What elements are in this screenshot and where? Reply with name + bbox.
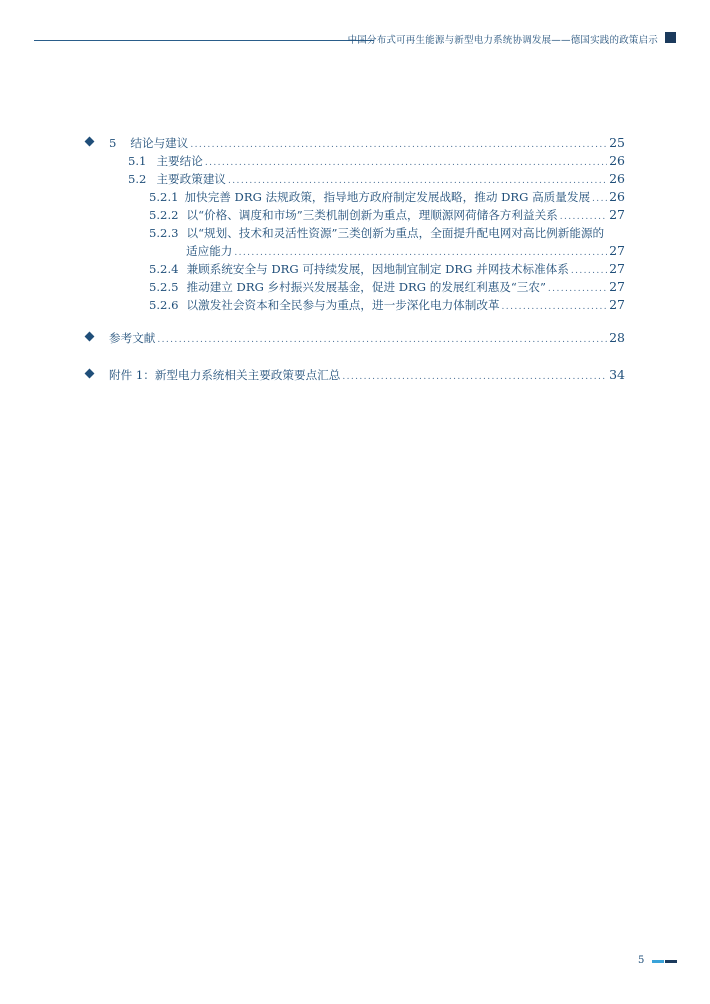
toc-label: 加快完善 DRG 法规政策，指导地方政府制定发展战略，推动 DRG 高质量发展 bbox=[184, 190, 591, 204]
toc-number: 5.2.4 bbox=[149, 262, 179, 276]
diamond-bullet-icon bbox=[85, 137, 95, 147]
toc-entry-5-2-6[interactable] bbox=[149, 297, 625, 313]
toc-leader bbox=[157, 335, 607, 345]
toc-leader bbox=[234, 248, 607, 258]
toc-entry-5-2-5[interactable] bbox=[149, 279, 625, 295]
toc-number: 5.1 bbox=[128, 154, 147, 168]
diamond-bullet-icon bbox=[85, 369, 95, 379]
header-block-icon bbox=[665, 32, 676, 43]
toc-number: 5.2.2 bbox=[149, 208, 179, 222]
toc-page: 28 bbox=[609, 330, 625, 345]
toc-entry-5-2-1[interactable] bbox=[149, 189, 625, 205]
toc-page: 27 bbox=[609, 261, 625, 276]
toc-entry-5-2-4[interactable] bbox=[149, 261, 625, 277]
page-number: 5 bbox=[638, 955, 645, 966]
toc-number: 5.2.5 bbox=[149, 280, 179, 294]
toc-label: 以“规划、技术和灵活性资源”三类创新为重点，全面提升配电网对高比例新能源的 bbox=[186, 226, 605, 240]
toc-leader bbox=[342, 372, 607, 382]
toc-label-continued: 适应能力 bbox=[186, 244, 233, 258]
toc-page: 34 bbox=[609, 367, 625, 382]
toc-label: 以激发社会资本和全民参与为重点，进一步深化电力体制改革 bbox=[186, 298, 500, 312]
toc-page: 27 bbox=[609, 243, 625, 258]
toc-leader bbox=[228, 176, 607, 186]
footer-dark-bar bbox=[665, 960, 677, 963]
toc-entry-5-1[interactable] bbox=[128, 153, 625, 169]
toc-label: 主要结论 bbox=[156, 154, 203, 168]
toc-page: 25 bbox=[609, 135, 625, 150]
toc-number: 5.2.3 bbox=[149, 226, 179, 240]
toc-label: 附件 1：新型电力系统相关主要政策要点汇总 bbox=[109, 368, 341, 382]
toc-leader bbox=[571, 266, 607, 276]
toc-leader bbox=[502, 302, 608, 312]
toc-leader bbox=[548, 284, 607, 294]
toc-leader bbox=[205, 158, 607, 168]
toc-page: 27 bbox=[609, 207, 625, 222]
toc-entry-5[interactable] bbox=[109, 135, 625, 151]
toc-entry-5-2-3[interactable] bbox=[149, 225, 625, 241]
toc-page: 26 bbox=[609, 153, 625, 168]
toc-number: 5.2.6 bbox=[149, 298, 179, 312]
toc-leader bbox=[592, 194, 607, 204]
header-rule bbox=[34, 40, 374, 41]
toc-entry-references[interactable] bbox=[109, 330, 625, 346]
toc-label: 推动建立 DRG 乡村振兴发展基金，促进 DRG 的发展红利惠及“三农” bbox=[186, 280, 546, 294]
toc-label: 兼顾系统安全与 DRG 可持续发展，因地制宜制定 DRG 并网技术标准体系 bbox=[186, 262, 569, 276]
header-title: 中国分布式可再生能源与新型电力系统协调发展——德国实践的政策启示 bbox=[347, 35, 658, 46]
toc-number: 5.2 bbox=[128, 172, 147, 186]
toc-label: 参考文献 bbox=[109, 331, 156, 345]
toc-number: 5.2.1 bbox=[149, 190, 179, 204]
toc-entry-5-2[interactable] bbox=[128, 171, 625, 187]
toc-page: 27 bbox=[609, 279, 625, 294]
toc-entry-5-2-3-cont[interactable] bbox=[186, 243, 625, 259]
diamond-bullet-icon bbox=[85, 332, 95, 342]
toc-label: 以“价格、调度和市场”三类机制创新为重点，理顺源网荷储各方利益关系 bbox=[186, 208, 558, 222]
footer-accent-bar bbox=[652, 960, 664, 963]
toc-entry-appendix-1[interactable] bbox=[109, 367, 625, 383]
toc-page: 26 bbox=[609, 171, 625, 186]
toc-page: 26 bbox=[609, 189, 625, 204]
toc-number: 5 bbox=[109, 136, 117, 150]
toc-leader bbox=[560, 212, 607, 222]
toc-page: 27 bbox=[609, 297, 625, 312]
toc-label: 结论与建议 bbox=[130, 136, 189, 150]
toc-entry-5-2-2[interactable] bbox=[149, 207, 625, 223]
toc-label: 主要政策建议 bbox=[156, 172, 227, 186]
toc-leader bbox=[190, 140, 607, 150]
